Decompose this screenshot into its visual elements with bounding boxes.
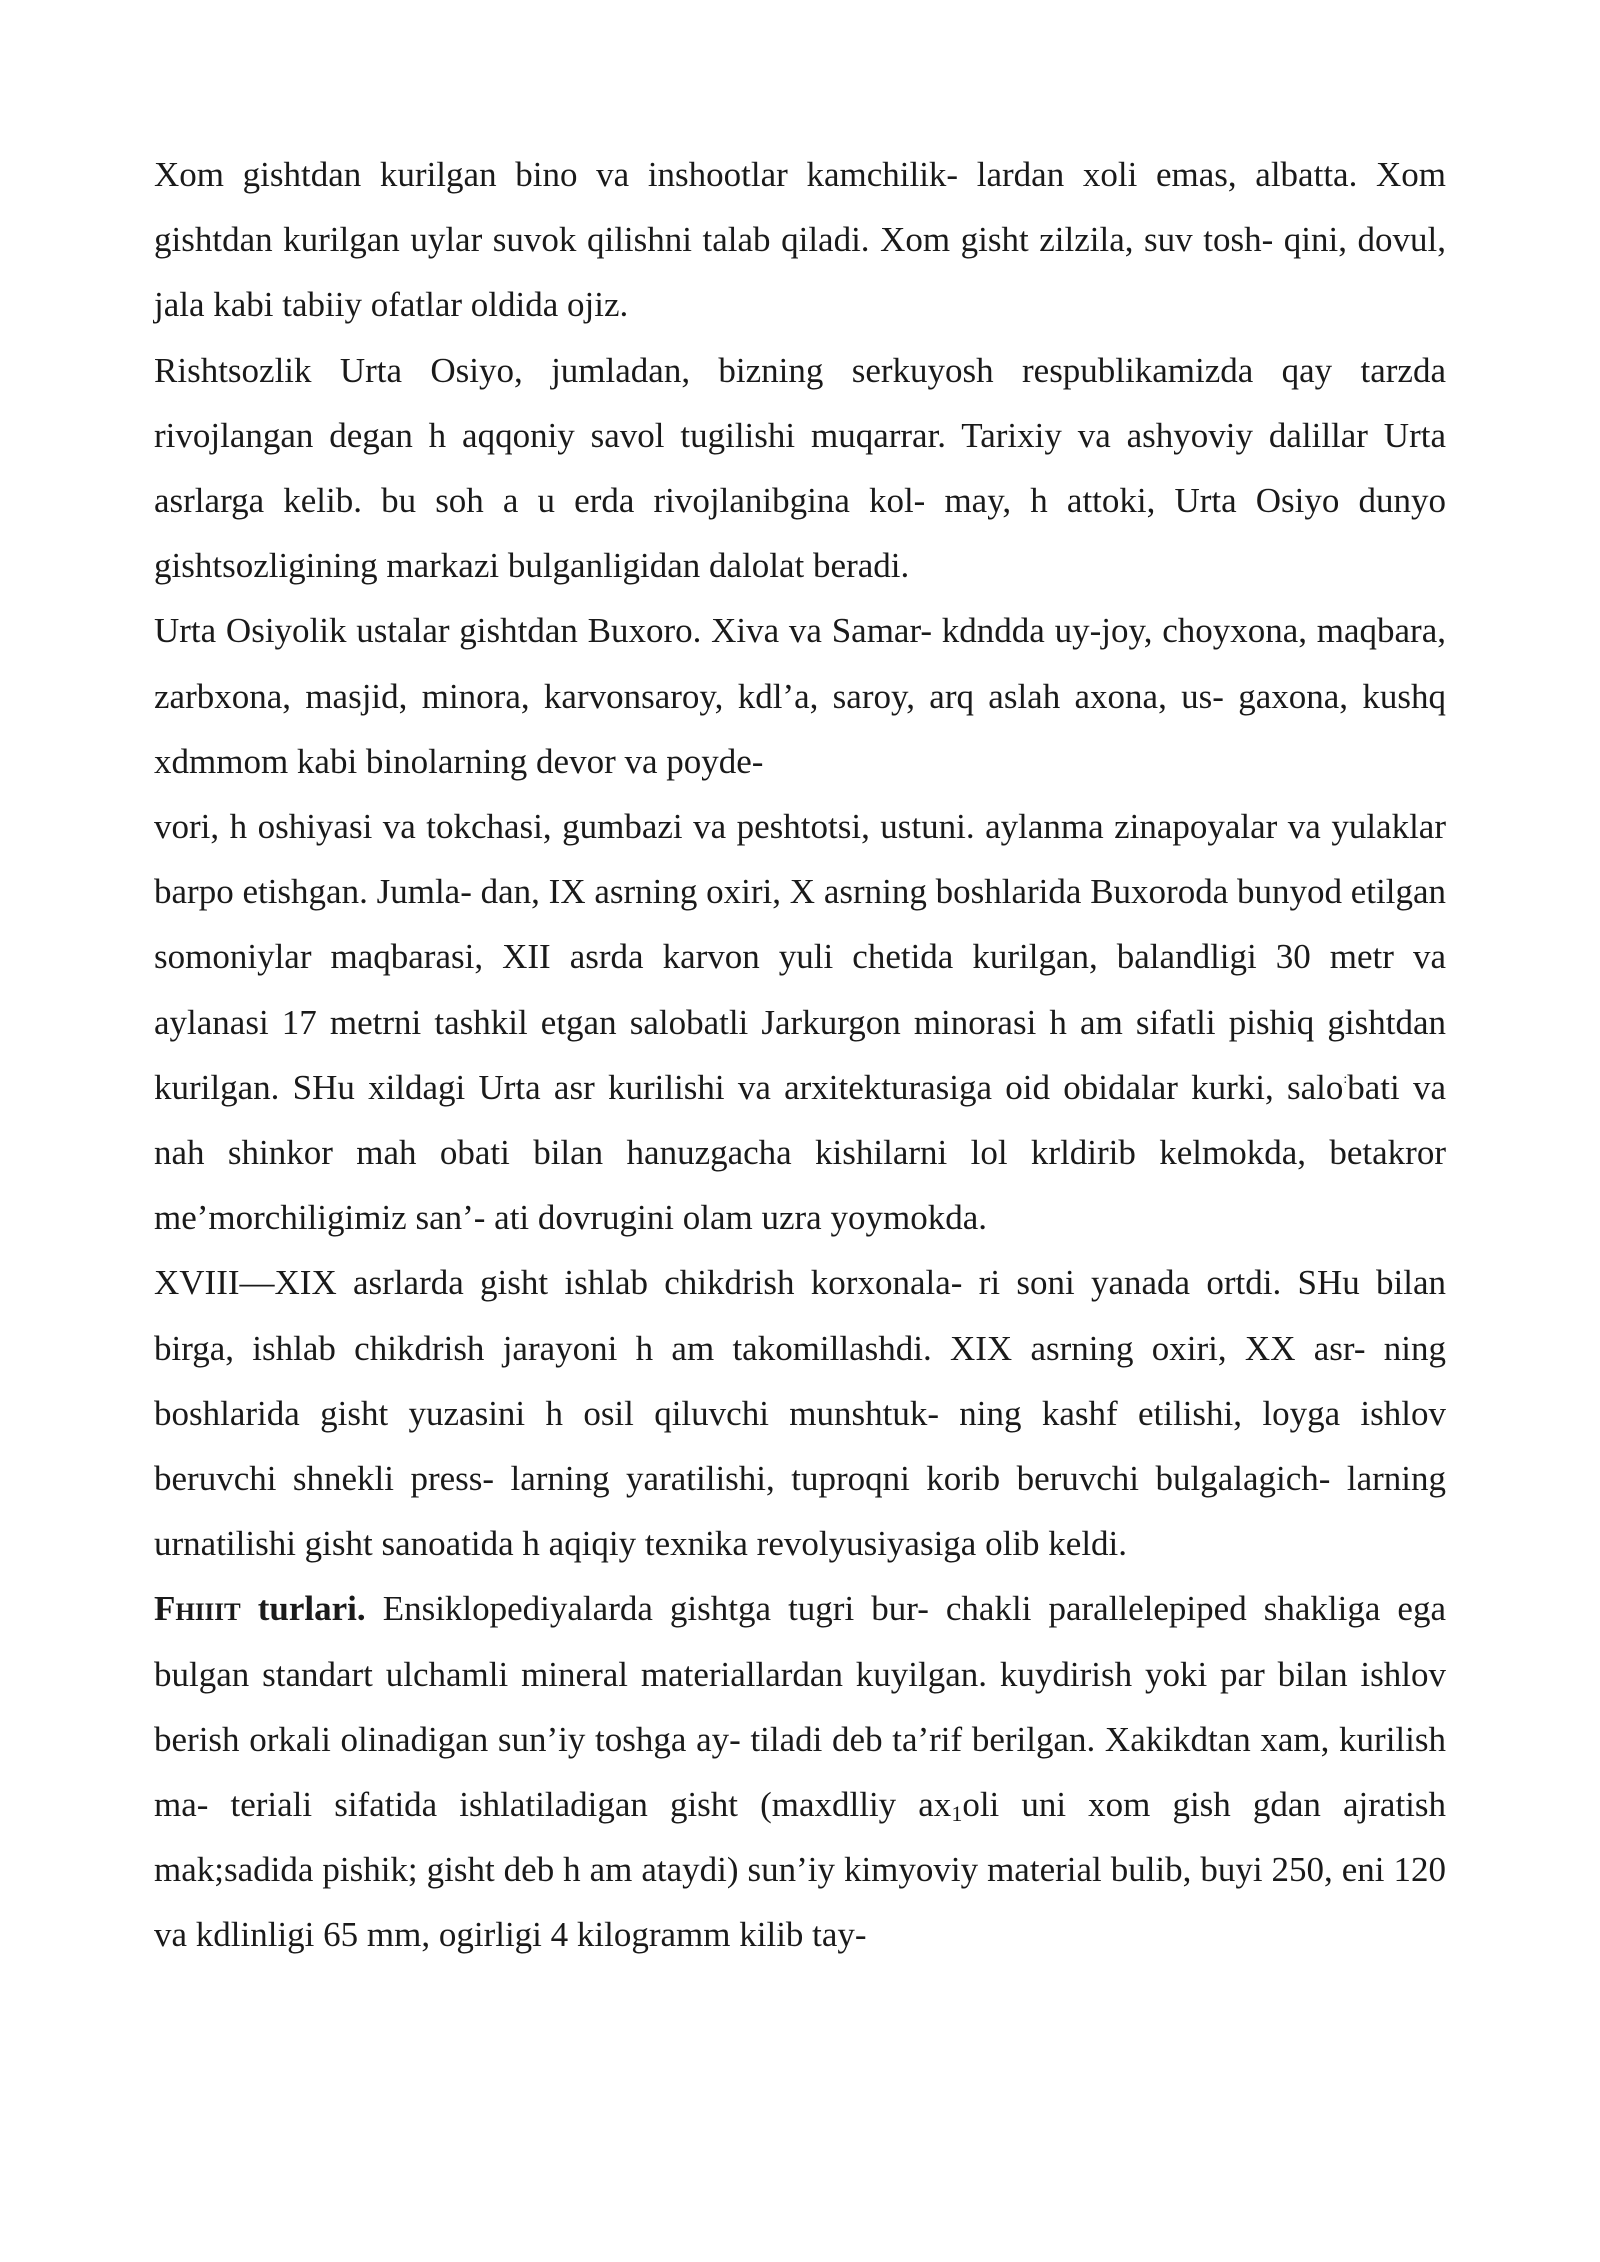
paragraph-6: [154, 1576, 1446, 1967]
section-heading: [154, 1589, 366, 1628]
paragraph-4-text-b: bati va nah shinkor mah obati bilan hanuzgacha kishilarni lol krldirib kelmokda, betakror me’morchiligimiz san’- ati dovrugini olam uzra yoymokda.: [154, 1067, 1446, 1238]
paragraph-2: Rishtsozlik Urta Osiyo, jumladan, bizning serkuyosh respublikamizda qay tarzda rivojlangan degan h aqqoniy savol tugilishi muqarrar. Tarixiy va ashyoviy dalillar Urta asrlarga kelib. bu soh a u erda rivojlanibgina kol- may, h attoki, Urta Osiyo dunyo gishtsozligining markazi bulganligidan dalolat beradi.: [154, 350, 1446, 586]
paragraph-4: [154, 794, 1446, 1250]
paragraph-6-text-a: Ensiklopediyalarda gishtga tugri bur- chakli parallelepiped shakliga ega bulgan standart ulchamli mineral materiallardan kuyilgan. kuydirish yoki par bilan ishlov berish orkali olinadigan sun’iy toshga ay- tiladi deb ta’rif berilgan. Xakikdtan xam, kurilish ma- teriali sifatida ishlatiladigan gisht (maxdlliy ax: [154, 1589, 1447, 1825]
section-heading-rest: turlari.: [240, 1589, 366, 1629]
paragraph-1: Xom gishtdan kurilgan bino va inshootlar kamchilik- lardan xoli emas, albatta. Xom gishtdan kurilgan uylar suvok qilishni talab qiladi. Xom gisht zilzila, suv tosh- qini, dovul, jala kabi tabiiy ofatlar oldida ojiz.: [154, 155, 1446, 325]
paragraph-6-text-b: oli uni xom gish gdan ajratish mak;sadida pishik; gisht deb h am ataydi) sun’iy kimyoviy material bulib, buyi 250, eni 120 va kdlinligi 65 mm, ogirligi 4 kilogramm kilib tay-: [154, 1785, 1447, 1955]
paragraph-4-text-a: vori, h oshiyasi va tokchasi, gumbazi va peshtotsi, ustuni. aylanma zinapoyalar va yulaklar barpo etishgan. Jumla- dan, IX asrning oxiri, X asrning boshlarida Buxoroda bunyod etilgan somoniylar maqbarasi, XII asrda karvon yuli chetida kurilgan, balandligi 30 metr va aylanasi 17 metrni tashkil etgan salobatli Jarkurgon minorasi h am sifatli pishiq gishtdan kurilgan. SHu xildagi Urta asr kurilishi va arxitekturasiga oid obidalar kurki, salo: [154, 807, 1446, 1107]
paragraph-5: XVIII—XIX asrlarda gisht ishlab chikdrish korxonala- ri soni yanada ortdi. SHu bilan birga, ishlab chikdrish jarayoni h am takomillashdi. XIX asrning oxiri, XX asr- ning boshlarida gisht yuzasini h osil qiluvchi munshtuk- ning kashf etilishi, loyga ishlov beruvchi shnekli press- larning yaratilishi, tuproqni korib beruvchi bulgalagich- larning urnatilishi gisht sanoatida h aqiqiy texnika revolyusiyasiga olib keldi.: [154, 1263, 1446, 1564]
section-heading-word: Fhiiit: [154, 1589, 241, 1629]
stray-mark: :: [1343, 1071, 1348, 1087]
subscript-index: 1: [951, 1801, 963, 1827]
document-page: [154, 142, 1446, 1968]
paragraph-3: Urta Osiyolik ustalar gishtdan Buxoro. Xiva va Samar- kdndda uy-joy, choyxona, maqbara, zarbxona, masjid, minora, karvonsaroy, kdl’a, saroy, arq aslah axona, us- gaxona, kushq xdmmom kabi binolarning devor va poyde-: [154, 611, 1446, 781]
